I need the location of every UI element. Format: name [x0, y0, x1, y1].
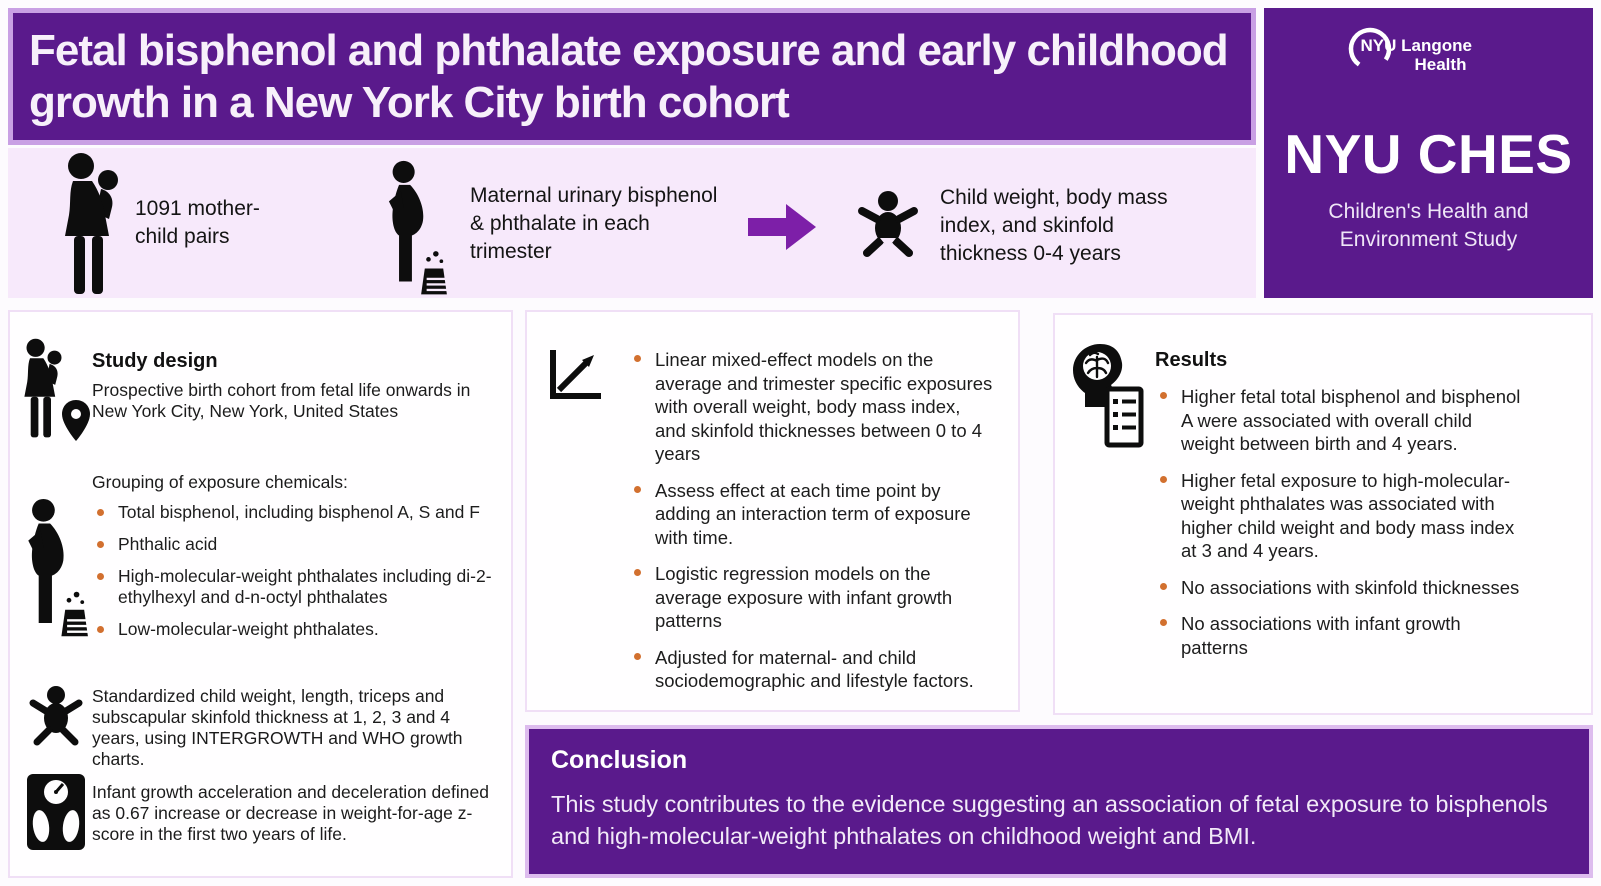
outcome-text: Child weight, body mass index, and skinfold thickness 0-4 years: [940, 186, 1168, 266]
result-bullet: No associations with infant growth patterns: [1155, 612, 1529, 659]
result-bullet: Higher fetal total bisphenol and bisphenol A were associated with overall child weight between birth and 4 years.: [1155, 385, 1529, 456]
overview-band: [8, 148, 1256, 298]
study-design-panel: [8, 310, 513, 878]
poster-title-box: [8, 8, 1256, 145]
methods-list: [629, 348, 993, 706]
results-panel: [1053, 313, 1593, 715]
study-design-heading: Study design: [92, 350, 218, 372]
poster-title: Fetal bisphenol and phthalate exposure and early childhood growth in a New York City birth cohort: [29, 26, 1228, 127]
chemical-bullet: Phthalic acid: [92, 534, 514, 555]
growth-definition-text: Infant growth acceleration and deceleration defined as 0.67 increase or decrease in weight-for-age z-score in the first two years of life.: [92, 782, 489, 844]
conclusion-box: [525, 725, 1593, 878]
pregnant-woman-beaker-icon: [370, 160, 452, 298]
logo-line2: Health: [1414, 55, 1467, 74]
nyu-ches-brand-box: [1264, 8, 1593, 298]
mother-child-icon: [53, 152, 133, 297]
chemical-bullet: High-molecular-weight phthalates including di-2-ethylhexyl and d-n-octyl phthalates: [92, 566, 514, 608]
chart-axes-icon: [541, 346, 605, 406]
method-bullet: Logistic regression models on the average exposure with infant growth patterns: [629, 562, 993, 633]
result-bullet: No associations with skinfold thicknesses: [1155, 576, 1529, 600]
arrow-right-icon: [748, 204, 818, 250]
nyu-langone-logo: [1347, 28, 1511, 80]
logo-line1: NYU Langone: [1360, 36, 1472, 55]
results-heading: Results: [1155, 349, 1228, 371]
conclusion-text: This study contributes to the evidence suggesting an association of fetal exposure to bisphenols and high-molecular-weight phthalates on childhood weight and BMI.: [551, 791, 1548, 850]
conclusion-heading: Conclusion: [551, 746, 688, 774]
study-full-name: Children's Health and Environment Study: [1328, 200, 1529, 252]
exposure-text: Maternal urinary bisphenol & phthalate in each trimester: [470, 184, 718, 264]
cohort-count-text: 1091 mother-child pairs: [135, 197, 260, 249]
grouping-heading: Grouping of exposure chemicals:: [92, 472, 348, 492]
study-acronym: NYU CHES: [1284, 123, 1573, 185]
mother-child-location-icon: [16, 338, 94, 450]
cohort-description: Prospective birth cohort from fetal life onwards in New York City, New York, United States: [92, 380, 471, 421]
chemical-groups-list: [92, 502, 514, 651]
results-list: [1155, 385, 1529, 672]
measurement-text: Standardized child weight, length, triceps and subscapular skinfold thickness at 1, 2, 3 and 4 years, using INTERGROWTH and WHO growth charts.: [92, 686, 463, 769]
methods-panel: [525, 310, 1020, 712]
method-bullet: Adjusted for maternal- and child sociodemographic and lifestyle factors.: [629, 646, 993, 693]
result-bullet: Higher fetal exposure to high-molecular-weight phthalates was associated with higher child weight and body mass index at 3 and 4 years.: [1155, 469, 1529, 563]
method-bullet: Assess effect at each time point by adding an interaction term of exposure with time.: [629, 479, 993, 550]
baby-on-scale-icon: [24, 686, 88, 856]
head-brain-checklist-icon: [1065, 341, 1145, 449]
baby-icon: [854, 190, 922, 258]
chemical-bullet: Total bisphenol, including bisphenol A, S and F: [92, 502, 514, 523]
method-bullet: Linear mixed-effect models on the average and trimester specific exposures with overall weight, body mass index, and skinfold thicknesses between 0 to 4 years: [629, 348, 993, 466]
pregnant-woman-beaker-icon: [12, 498, 90, 640]
chemical-bullet: Low-molecular-weight phthalates.: [92, 619, 514, 640]
